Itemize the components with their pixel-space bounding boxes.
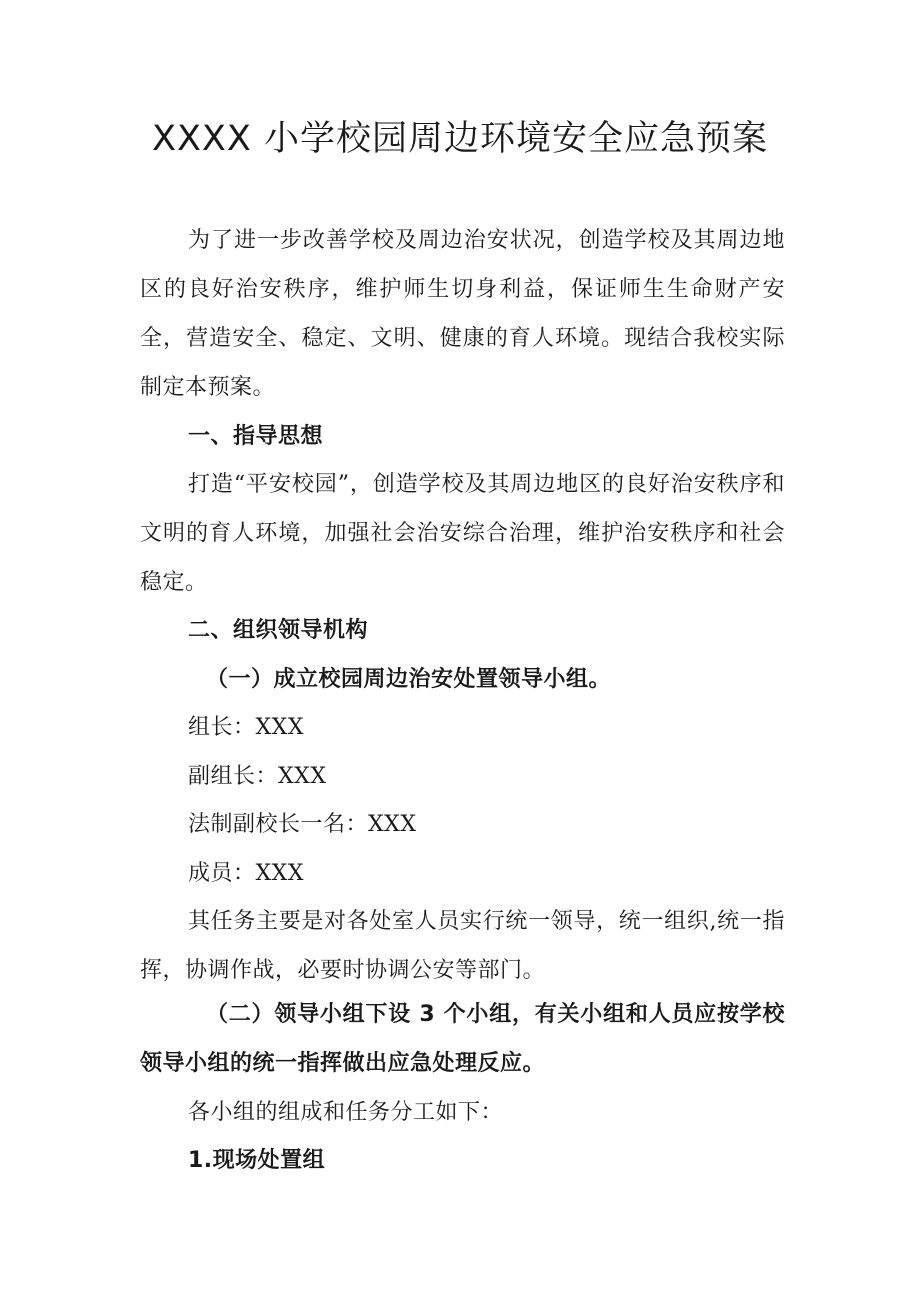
intro-paragraph: 为了进一步改善学校及周边治安状况，创造学校及其周边地区的良好治安秩序，维护师生切身利益，保证师生生命财产安全，营造安全、稳定、文明、健康的育人环境。现结合我校实际制定本预案。: [140, 228, 785, 400]
section-heading-guiding-ideology: 一、指导思想: [188, 424, 324, 449]
section-heading-organization: 二、组织领导机构: [188, 618, 369, 643]
subsection-heading-leading-group: （一）成立校园周边治安处置领导小组。: [206, 667, 612, 692]
group-heading-onsite-handling: 1.现场处置组: [188, 1148, 326, 1173]
division-line: 各小组的组成和任务分工如下：: [188, 1100, 504, 1125]
duty-paragraph: 其任务主要是对各处室人员实行统一领导，统一组织,统一指挥，协调作战，必要时协调公安等部门。: [140, 909, 785, 983]
members-line: 成员：XXX: [188, 861, 304, 886]
document-title: XXXX 小学校园周边环境安全应急预案: [151, 119, 769, 159]
leader-line: 组长：XXX: [188, 715, 304, 740]
guiding-ideology-paragraph: 打造“平安校园”，创造学校及其周边地区的良好治安秩序和文明的育人环境，加强社会治安综合治理，维护治安秩序和社会稳定。: [140, 472, 785, 595]
subsection-heading-subgroups: （二）领导小组下设 3 个小组，有关小组和人员应按学校领导小组的统一指挥做出应急处理反应。: [140, 1002, 785, 1076]
deputy-leader-line: 副组长：XXX: [188, 764, 327, 789]
legal-vice-principal-line: 法制副校长一名：XXX: [188, 812, 417, 837]
